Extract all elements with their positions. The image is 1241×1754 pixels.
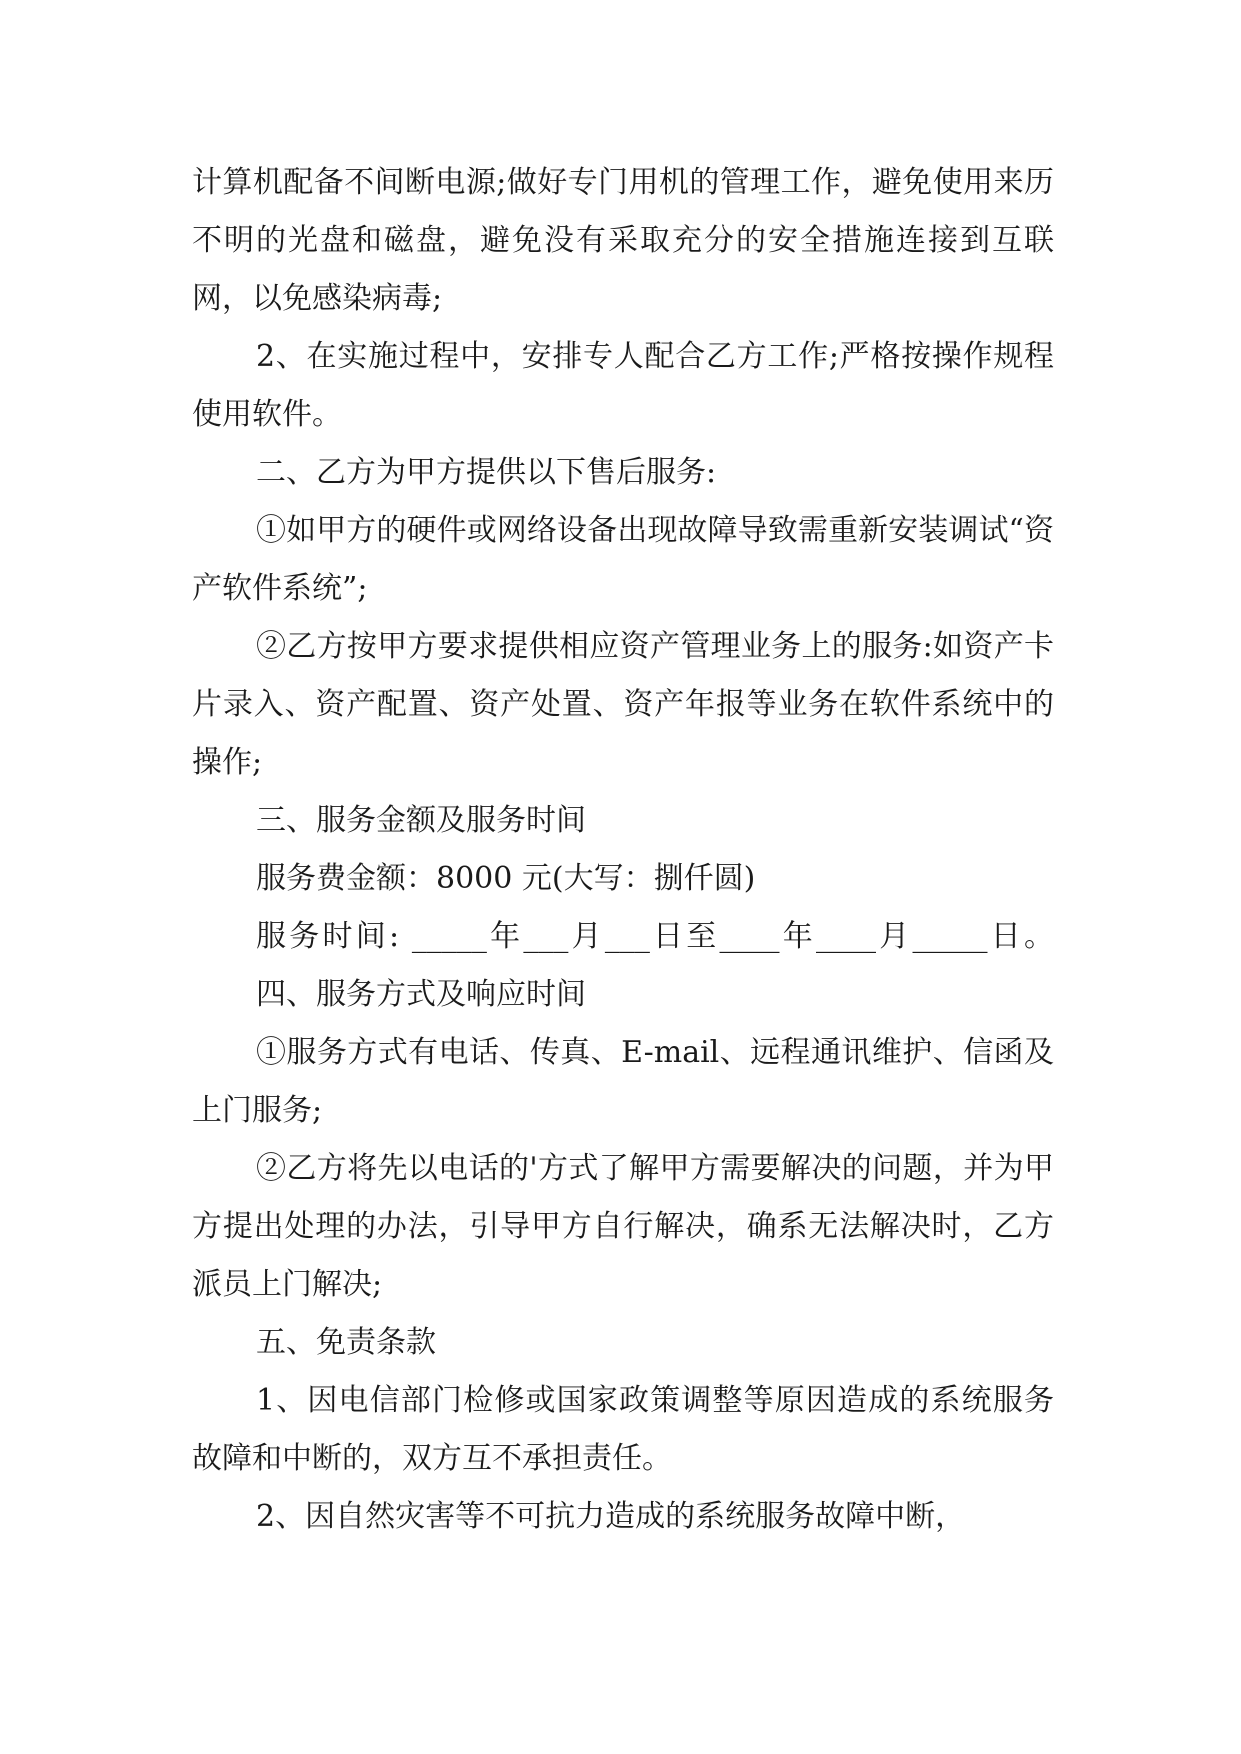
service-fee-line: 服务费金额：8000 元(大写：捌仟圆) bbox=[256, 861, 756, 896]
paragraph-service-1: ①如甲方的硬件或网络设备出现故障导致需重新安装调试“资产软件系统”; bbox=[192, 513, 1054, 606]
section-heading-3: 三、服务金额及服务时间 bbox=[256, 803, 586, 838]
section-heading-4: 四、服务方式及响应时间 bbox=[256, 977, 586, 1012]
paragraph-exemption-2: 2、因自然灾害等不可抗力造成的系统服务故障中断， bbox=[256, 1499, 966, 1534]
paragraph-method-2: ②乙方将先以电话的'方式了解甲方需要解决的问题，并为甲方提出处理的办法，引导甲方自行解决，确系无法解决时，乙方派员上门解决; bbox=[192, 1151, 1054, 1302]
service-time-line: 服务时间: _____年___月___日至____年____月_____日。 bbox=[256, 919, 1054, 954]
section-heading-2: 二、乙方为甲方提供以下售后服务: bbox=[256, 455, 717, 490]
paragraph-service-2: ②乙方按甲方要求提供相应资产管理业务上的服务:如资产卡片录入、资产配置、资产处置、资产年报等业务在软件系统中的操作; bbox=[192, 629, 1054, 780]
document-page bbox=[192, 154, 1054, 1546]
paragraph-exemption-1: 1、因电信部门检修或国家政策调整等原因造成的系统服务故障和中断的，双方互不承担责任。 bbox=[192, 1383, 1054, 1476]
paragraph-1: 计算机配备不间断电源;做好专门用机的管理工作，避免使用来历不明的光盘和磁盘，避免没有采取充分的安全措施连接到互联网，以免感染病毒; bbox=[192, 165, 1054, 316]
section-heading-5: 五、免责条款 bbox=[256, 1325, 436, 1360]
paragraph-method-1: ①服务方式有电话、传真、E-mail、远程通讯维护、信函及上门服务; bbox=[192, 1035, 1054, 1128]
paragraph-2: 2、在实施过程中，安排专人配合乙方工作;严格按操作规程使用软件。 bbox=[192, 339, 1054, 432]
